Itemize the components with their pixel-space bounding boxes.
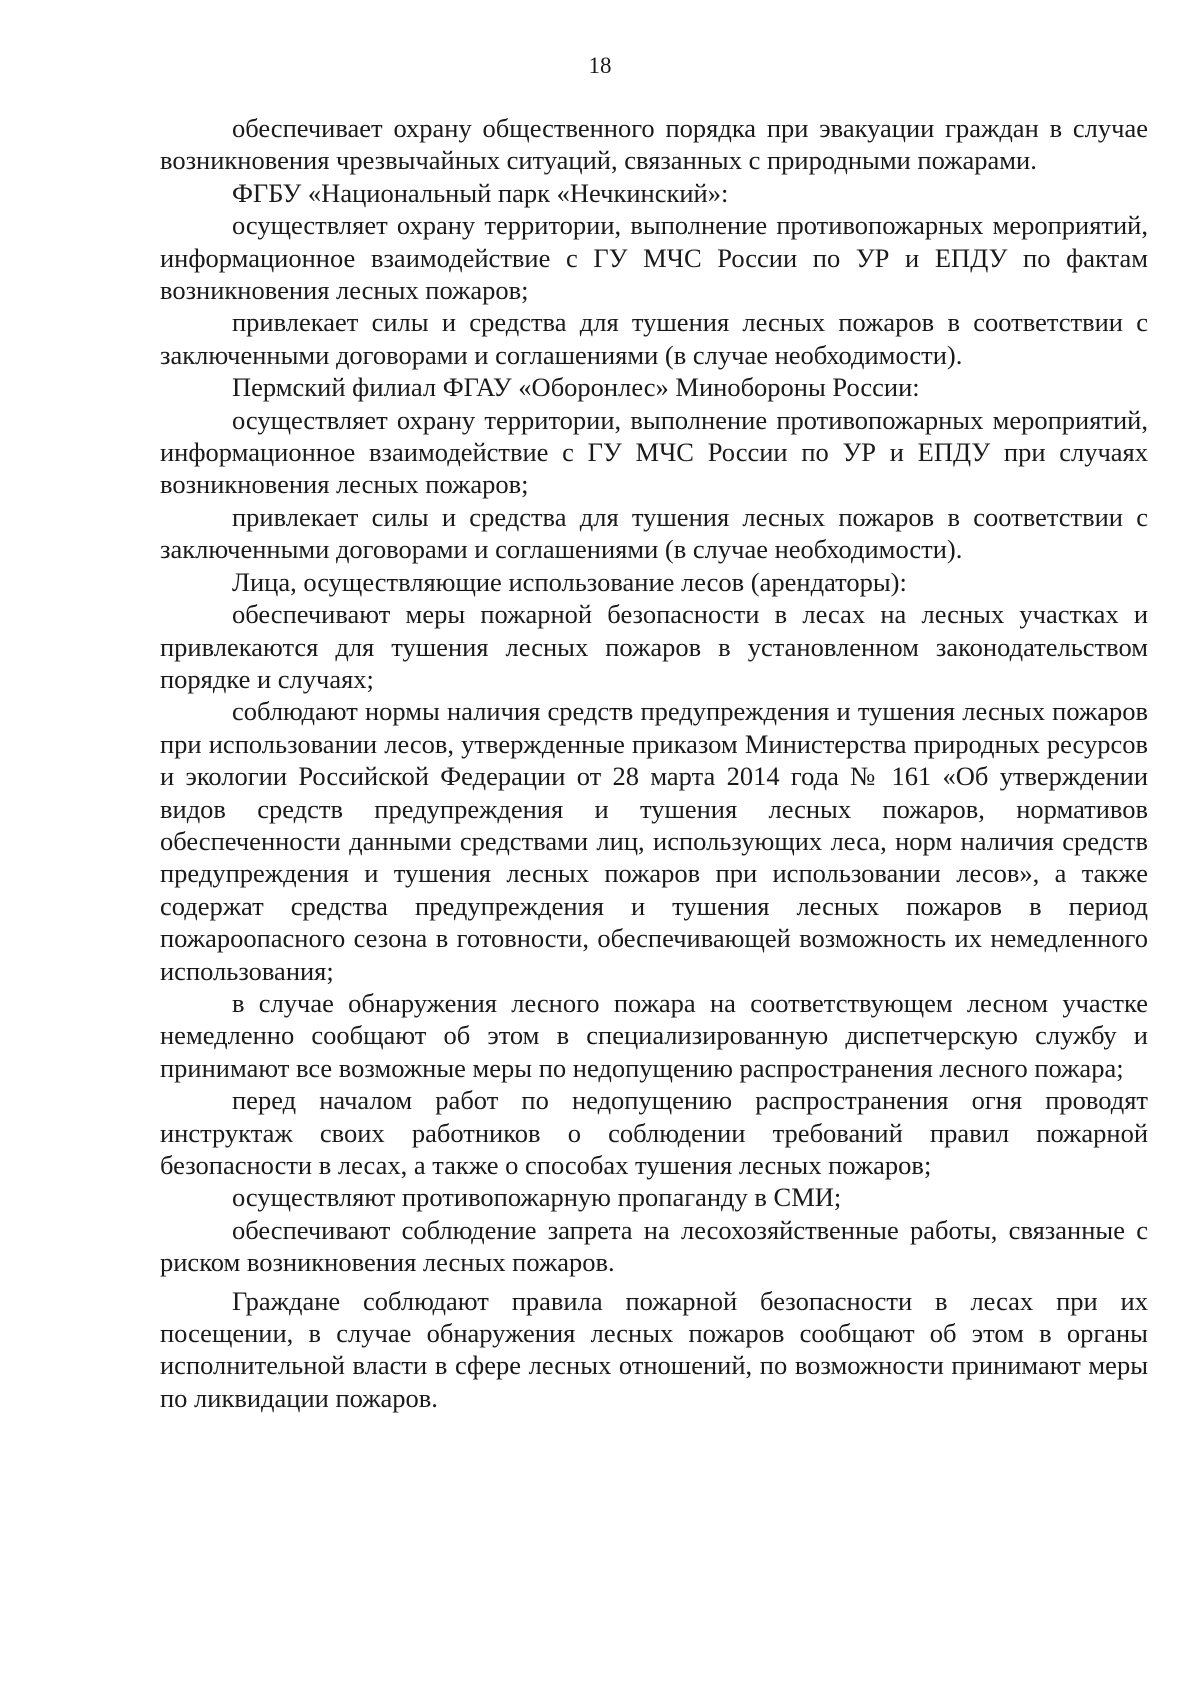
paragraph: Лица, осуществляющие использование лесов (арендаторы): (232, 566, 907, 597)
paragraph: Граждане соблюдают правила пожарной безопасности в лесах при их посещении, в случае обнаружения лесных пожаров сообщают об этом в органы исполнительной власти в сфере лесных отношений, по возможности принимают меры по ликвидации пожаров. (160, 1285, 1148, 1413)
paragraph: обеспечивают меры пожарной безопасности в лесах на лесных участках и привлекаются для тушения лесных пожаров в установленном законодательством порядке и случаях; (160, 599, 1148, 694)
paragraph: соблюдают нормы наличия средств предупреждения и тушения лесных пожаров при использовании лесов, утвержденные приказом Министерства природных ресурсов и экологии Российской Федерации от 28 марта 2014 года № 161 «Об утверждении видов средств предупреждения и тушения лесных пожаров, нормативов обеспеченности данными средствами лиц, использующих леса, норм наличия средств предупреждения и тушения лесных пожаров при использовании лесов», а также содержат средства предупреждения и тушения лесных пожаров в период пожароопасного сезона в готовности, обеспечивающей возможность их немедленного использования; (160, 696, 1148, 986)
paragraph: осуществляют противопожарную пропаганду в СМИ; (232, 1182, 842, 1213)
paragraph: осуществляет охрану территории, выполнение противопожарных мероприятий, информационное взаимодействие с ГУ МЧС России по УР и ЕПДУ при случаях возникновения лесных пожаров; (160, 404, 1148, 500)
paragraph: привлекает силы и средства для тушения лесных пожаров в соответствии с заключенными договорами и соглашениями (в случае необходимости). (160, 307, 1148, 370)
paragraph: Пермский филиал ФГАУ «Оборонлес» Минобороны России: (232, 372, 920, 403)
page-number: 18 (588, 53, 612, 78)
paragraph: обеспечивают соблюдение запрета на лесохозяйственные работы, связанные с риском возникновения лесных пожаров. (160, 1214, 1148, 1278)
paragraph: перед началом работ по недопущению распространения огня проводят инструктаж своих работников о соблюдении требований правил пожарной безопасности в лесах, а также о способах тушения лесных пожаров; (160, 1085, 1148, 1180)
document-body (160, 112, 1148, 1414)
paragraph: привлекает силы и средства для тушения лесных пожаров в соответствии с заключенными договорами и соглашениями (в случае необходимости). (160, 501, 1148, 565)
paragraph: обеспечивает охрану общественного порядка при эвакуации граждан в случае возникновения чрезвычайных ситуаций, связанных с природными пожарами. (160, 113, 1148, 176)
paragraph: осуществляет охрану территории, выполнение противопожарных мероприятий, информационное взаимодействие с ГУ МЧС России по УР и ЕПДУ по фактам возникновения лесных пожаров; (160, 210, 1148, 306)
paragraph: в случае обнаружения лесного пожара на соответствующем лесном участке немедленно сообщают об этом в специализированную диспетчерскую службу и принимают все возможные меры по недопущению распространения лесного пожара; (160, 987, 1148, 1083)
paragraph: ФГБУ «Национальный парк «Нечкинский»: (232, 177, 729, 208)
